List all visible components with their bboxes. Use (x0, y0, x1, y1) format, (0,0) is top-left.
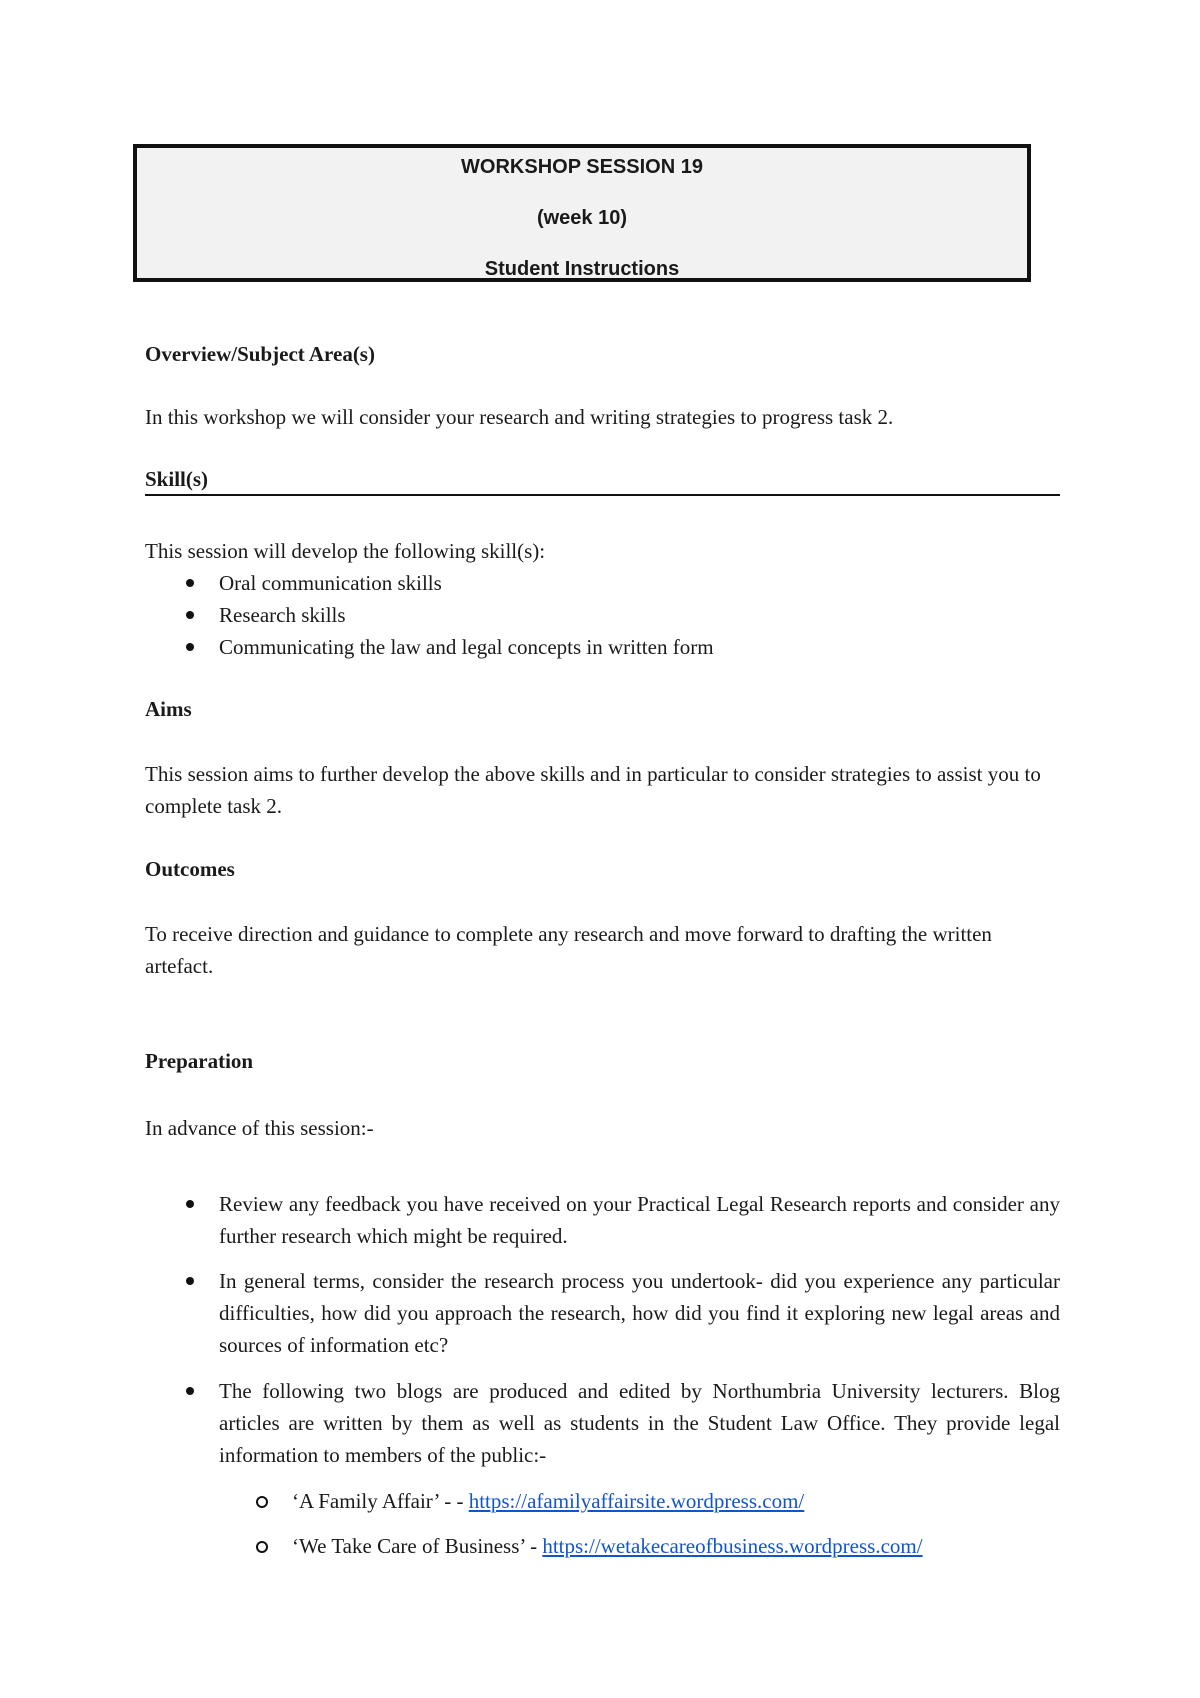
bullet-icon (186, 611, 194, 619)
skills-divider (145, 494, 1060, 496)
bullet-icon (186, 1200, 194, 1208)
aims-text: This session aims to further develop the above skills and in particular to consider strategies to assist you to complete task 2. (145, 762, 1041, 818)
bullet-icon (186, 1387, 194, 1395)
outcomes-heading: Outcomes (145, 857, 235, 881)
circle-bullet-icon (256, 1496, 268, 1508)
overview-heading: Overview/Subject Area(s) (145, 342, 375, 366)
blog-link-take-care-of-business[interactable]: https://wetakecareofbusiness.wordpress.com/ (542, 1534, 923, 1558)
session-subtitle: Student Instructions (484, 258, 680, 280)
blog-label: ‘A Family Affair’ - - (292, 1489, 469, 1513)
skills-intro: This session will develop the following skill(s): (145, 539, 546, 563)
session-week: (week 10) (536, 207, 628, 229)
bullet-icon (186, 579, 194, 587)
preparation-heading: Preparation (145, 1049, 254, 1073)
skills-heading: Skill(s) (145, 467, 209, 491)
circle-bullet-icon (256, 1541, 268, 1553)
bullet-icon (186, 1277, 194, 1285)
title-box (133, 144, 1031, 282)
session-title: WORKSHOP SESSION 19 (461, 156, 703, 178)
preparation-intro: In advance of this session:- (145, 1116, 374, 1140)
bullet-icon (186, 643, 194, 651)
overview-text: In this workshop we will consider your research and writing strategies to progress task 2. (145, 405, 894, 429)
aims-heading: Aims (145, 697, 192, 721)
blog-link-family-affair[interactable]: https://afamilyaffairsite.wordpress.com/ (468, 1489, 805, 1513)
blog-label: ‘We Take Care of Business’ - (292, 1534, 543, 1558)
outcomes-text: To receive direction and guidance to complete any research and move forward to drafting the written artefact. (145, 922, 992, 978)
